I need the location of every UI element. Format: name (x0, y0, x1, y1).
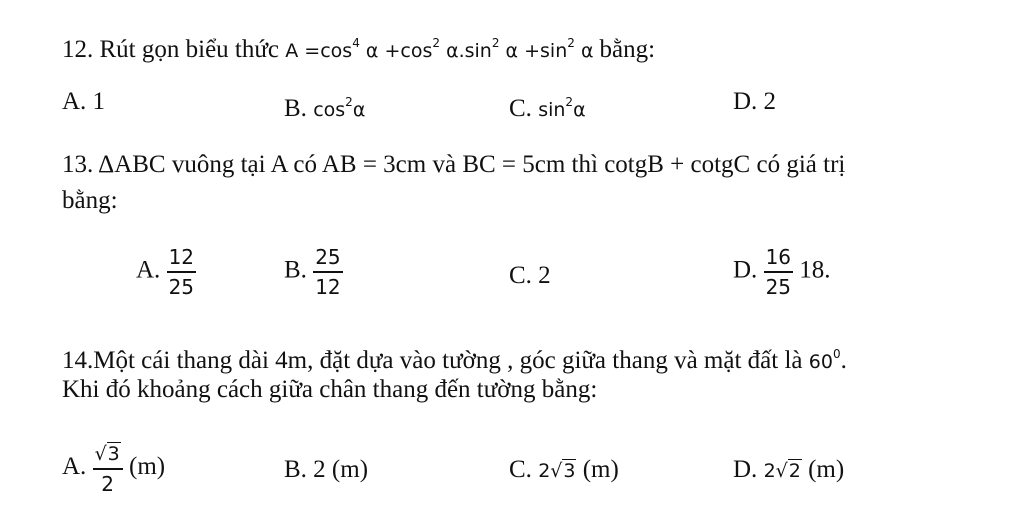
q14-option-c[interactable] (509, 455, 619, 486)
q14-option-d-coef: 2 (763, 460, 776, 482)
q12-option-c-math (538, 95, 586, 121)
q12-exp-4: 4 (352, 36, 360, 50)
q12-option-b-label: B. (284, 95, 307, 122)
q14-option-b[interactable]: B. 2 (m) (284, 456, 369, 483)
q14-option-d-math: 2√2 (763, 460, 801, 482)
q13-option-d-label: D. (733, 256, 758, 284)
q13-option-b-den: 12 (315, 275, 341, 299)
q13-option-d-num: 16 (764, 246, 793, 273)
q14-option-a-radicand: 3 (107, 443, 120, 465)
q12-option-c[interactable] (509, 87, 586, 125)
q13-stem-line2: bằng: (62, 187, 118, 214)
q14-option-a-unit: (m) (129, 453, 166, 481)
q12-option-c-exp: 2 (565, 95, 574, 109)
q14-option-a-label: A. (62, 453, 87, 481)
q14-option-c-math: 2√3 (538, 460, 576, 482)
q13-option-a-den: 25 (168, 275, 195, 299)
q12-expr-a: A = (285, 40, 321, 62)
q12-option-b-alpha: α (352, 99, 366, 121)
q12-cos-2: cos (400, 40, 433, 62)
q14-option-d-label: D. (733, 456, 758, 483)
q13-option-d-den: 25 (765, 275, 792, 299)
q14-option-d-unit: (m) (808, 456, 845, 483)
q13-option-d[interactable] (733, 246, 831, 298)
q14-angle-value: 60 (808, 351, 833, 373)
q12-exp-2a: 2 (432, 36, 441, 50)
q12-option-b-math (313, 95, 366, 121)
sqrt-icon: √3 (94, 443, 120, 465)
q14-option-d-radicand: 2 (788, 460, 801, 482)
q12-suffix: bằng: (599, 36, 656, 63)
q12-alpha-2: α.sin (446, 40, 492, 62)
q14-angle-end: . (840, 347, 847, 374)
q12-option-a[interactable]: A. 1 (62, 88, 106, 115)
q12-option-c-label: C. (509, 95, 532, 122)
q12-sin-2: sin (540, 40, 568, 62)
q13-option-d-suffix: 18. (799, 256, 831, 284)
q12-option-b-fn: cos (313, 99, 346, 121)
q14-angle (808, 347, 841, 373)
q12-stem (62, 28, 655, 66)
q13-option-b-label: B. (284, 256, 307, 284)
q14-option-c-unit: (m) (582, 456, 619, 483)
q13-option-d-fraction (764, 246, 793, 298)
q14-option-a-den: 2 (101, 472, 115, 496)
q12-expression (285, 36, 599, 62)
q13-option-c[interactable]: C. 2 (509, 262, 551, 289)
q13-option-a-fraction (167, 246, 196, 298)
q12-option-d[interactable]: D. 2 (733, 88, 777, 115)
q12-exp-2b: 2 (491, 36, 500, 50)
q13-option-a-num: 12 (167, 246, 196, 273)
q12-option-b-exp: 2 (345, 95, 353, 109)
q14-option-d[interactable] (733, 455, 844, 486)
q12-cos-1: cos (320, 40, 353, 62)
q12-option-b[interactable] (284, 87, 365, 125)
q14-option-a[interactable] (62, 442, 165, 495)
q14-option-c-radicand: 3 (563, 460, 576, 482)
q13-stem-line1: 13. ΔABC vuông tại A có AB = 3cm và BC = 5cm thì cotgB + cotgC có giá trị (62, 151, 846, 178)
q14-option-c-label: C. (509, 456, 532, 483)
q14-stem-line2: Khi đó khoảng cách giữa chân thang đến tường bằng: (62, 376, 598, 403)
q13-option-b-fraction (313, 246, 342, 298)
q13-option-a-label: A. (136, 256, 161, 284)
q12-option-c-fn: sin (538, 99, 566, 121)
q12-exp-2c: 2 (567, 36, 575, 50)
q12-alpha-1: α + (365, 40, 401, 62)
q14-option-c-coef: 2 (538, 460, 551, 482)
q12-prefix: 12. Rút gọn biểu thức (62, 36, 280, 63)
q14-angle-degree: 0 (832, 347, 841, 361)
q13-option-a[interactable] (136, 246, 196, 298)
q12-alpha-3: α + (505, 40, 541, 62)
q14-option-a-num (93, 442, 123, 470)
q14-stem-text: 14.Một cái thang dài 4m, đặt dựa vào tường , góc giữa thang và mặt đất là (62, 347, 803, 374)
q14-stem-line1 (62, 339, 847, 377)
q12-option-c-alpha: α (573, 99, 586, 121)
q13-option-b-num: 25 (313, 246, 342, 273)
q13-option-b[interactable] (284, 246, 343, 298)
q12-alpha-4: α (580, 40, 594, 62)
q14-option-a-fraction (93, 442, 123, 495)
